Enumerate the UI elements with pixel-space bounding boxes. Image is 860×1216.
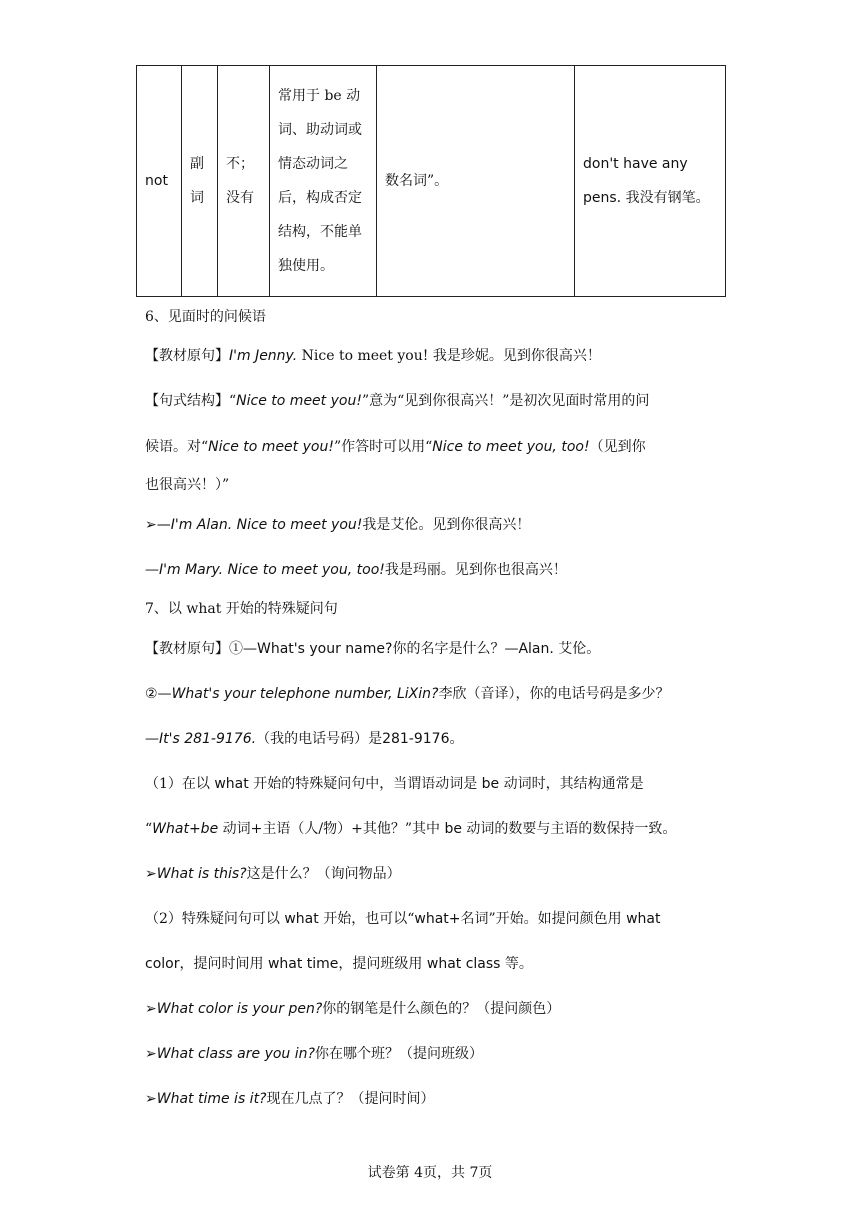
cell-meaning: 不； 没有 xyxy=(218,66,270,297)
sec7-point-2-line-2: color，提问时间用 what time，提问班级用 what class 等。 xyxy=(145,956,533,972)
cell-usage: 常用于 be 动 词、助动词或 情态动词之 后，构成否定 结构，不能单 独使用。 xyxy=(270,66,377,297)
sec6-example-2: —I'm Mary. Nice to meet you, too!我是玛丽。见到你也很高兴！ xyxy=(145,562,567,578)
cell-word: not xyxy=(137,66,182,297)
sec6-example-1: ➢—I'm Alan. Nice to meet you!我是艾伦。见到你很高兴！ xyxy=(145,517,531,533)
section-7-heading: 7、以 what 开始的特殊疑问句 xyxy=(145,601,338,617)
grammar-table xyxy=(136,65,726,297)
cell-example: don't have any pens. 我没有钢笔。 xyxy=(575,66,726,297)
table-row xyxy=(137,66,726,297)
sec6-original-sentence: 【教材原句】I'm Jenny. Nice to meet you! 我是珍妮。见到你很高兴！ xyxy=(145,348,601,364)
sec7-example-1: ➢What is this?这是什么？（询问物品） xyxy=(145,866,401,882)
sec7-point-1-line-1: （1）在以 what 开始的特殊疑问句中，当谓语动词是 be 动词时，其结构通常是 xyxy=(145,776,644,792)
sec7-original-2: ②—What's your telephone number, LiXin?李欣（音译），你的电话号码是多少？ xyxy=(145,686,670,702)
cell-pos: 副 词 xyxy=(182,66,218,297)
sec7-original-3: —It's 281-9176.（我的电话号码）是281-9176。 xyxy=(145,731,464,747)
section-6-heading: 6、见面时的问候语 xyxy=(145,309,266,325)
sec7-point-1-line-2: “What+be 动词+主语（人/物）+其他？”其中 be 动词的数要与主语的数保持一致。 xyxy=(145,821,677,837)
cell-note: 数名词”。 xyxy=(377,66,575,297)
page-footer: 试卷第 4页，共 7页 xyxy=(367,1165,493,1181)
sec7-original-1: 【教材原句】①—What's your name?你的名字是什么？—Alan. 艾伦。 xyxy=(145,641,601,657)
sec6-structure-line-1: 【句式结构】“Nice to meet you!”意为“见到你很高兴！”是初次见面时常用的问 xyxy=(145,393,650,409)
sec7-point-2-line-1: （2）特殊疑问句可以 what 开始，也可以“what+名词”开始。如提问颜色用 what xyxy=(145,911,661,927)
sec7-example-3: ➢What class are you in?你在哪个班？（提问班级） xyxy=(145,1046,483,1062)
sec6-structure-line-2: 候语。对“Nice to meet you!”作答时可以用“Nice to meet you, too!（见到你 xyxy=(145,439,646,455)
sec6-structure-line-3: 也很高兴！）” xyxy=(145,477,230,493)
sec7-example-2: ➢What color is your pen?你的钢笔是什么颜色的？（提问颜色） xyxy=(145,1001,561,1017)
sec7-example-4: ➢What time is it?现在几点了？（提问时间） xyxy=(145,1091,435,1107)
